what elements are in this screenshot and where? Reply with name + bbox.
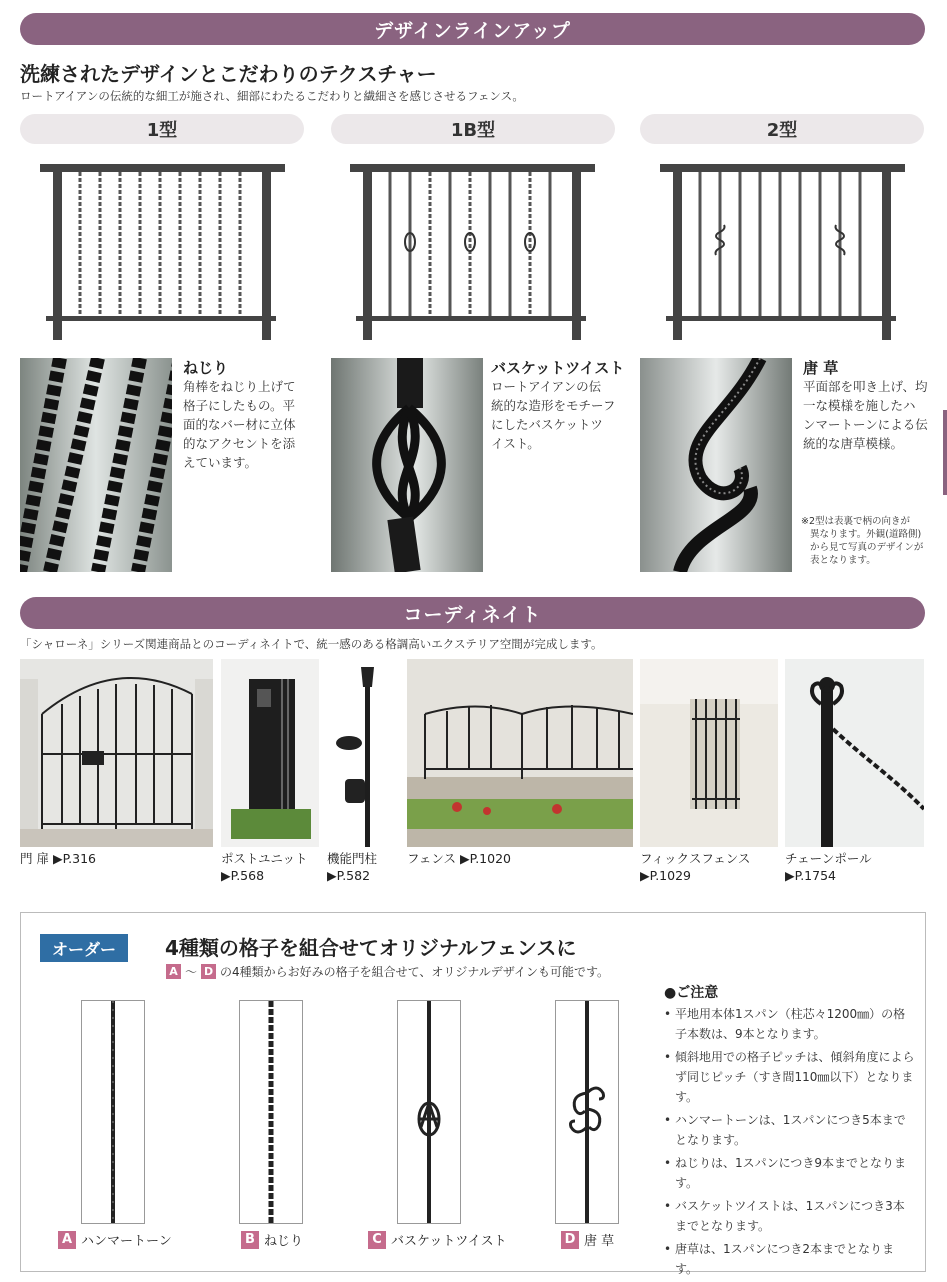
caution-item: • バスケットツイストは、1スパンにつき3本までとなります。: [664, 1196, 916, 1236]
caution-item: • ねじりは、1スパンにつき9本までとなります。: [664, 1153, 916, 1193]
letter-d-badge: D: [201, 964, 216, 979]
feature-nejiri-desc: 角棒をねじり上げて 格子にしたもの。平 面的なバー材に立体 的なアクセントを添 えています。: [183, 379, 296, 470]
bar-karakusa: [555, 1000, 619, 1224]
type-1-label: 1型: [20, 114, 304, 144]
bar-a-label: A ハンマートーン: [58, 1230, 172, 1249]
caution-title: ●ご注意: [664, 985, 719, 1001]
gate-photo: [20, 659, 213, 847]
caution-list: [664, 1004, 916, 1282]
caution-item: • ハンマートーンは、1スパンにつき5本までとなります。: [664, 1110, 916, 1150]
lineup-banner: デザインラインアップ: [20, 13, 925, 45]
feature-karakusa-title: 唐 草: [803, 359, 839, 377]
lineup-heading: 洗練されたデザインとこだわりのテクスチャー: [20, 62, 437, 86]
coordinate-banner: コーディネイト: [20, 597, 925, 629]
post-unit-photo: [221, 659, 319, 847]
coord-chainpole-caption: チェーンポール ▶P.1754: [785, 851, 872, 883]
caution-item: • 唐草は、1スパンにつき2本までとなります。: [664, 1239, 916, 1279]
feature-nejiri-title: ねじり: [183, 359, 229, 377]
type-1b-label: 1B型: [331, 114, 615, 144]
coord-fence-caption: フェンス ▶P.1020: [407, 851, 511, 866]
feature-basket-desc: ロートアイアンの伝 統的な造形をモチーフ にしたバスケットツ イスト。: [491, 379, 616, 451]
fence-type-1b-drawing: [350, 158, 595, 343]
bar-c-label: C バスケットツイスト: [368, 1230, 507, 1249]
order-title: 4種類の格子を組合せてオリジナルフェンスに: [165, 936, 577, 960]
bar-hammertone: [81, 1000, 145, 1224]
order-subtitle: A ～ D の4種類からお好みの格子を組合せて、オリジナルデザインも可能です。: [166, 963, 609, 980]
bar-d-label: D 唐 草: [561, 1230, 614, 1249]
fence-type-2-drawing: [660, 158, 905, 343]
function-pillar-photo: [327, 659, 399, 847]
fence-type-1-drawing: [40, 158, 285, 343]
page-edge-marker: [943, 410, 947, 495]
type2-orientation-note: ※2型は表裏で柄の向きが 異なります。外観(道路側) から見て写真のデザインが 表となります。: [801, 516, 924, 566]
chain-pole-photo: [785, 659, 924, 847]
feature-karakusa-desc: 平面部を叩き上げ、均 一な模様を施したハ ンマートーンによる伝 統的な唐草模様。: [803, 379, 928, 451]
bar-basket-twist: [397, 1000, 461, 1224]
coord-post-caption: ポストユニット ▶P.568: [221, 851, 308, 883]
order-tag: オーダー: [40, 934, 128, 962]
lineup-lead: ロートアイアンの伝統的な細工が施され、細部にわたるこだわりと繊細さを感じさせるフェンス。: [20, 89, 524, 103]
fence-photo: [407, 659, 633, 847]
coordinate-lead: 「シャローネ」シリーズ関連商品とのコーディネイトで、統一感のある格調高いエクステリア空間が完成します。: [20, 637, 603, 651]
coord-gate-caption: 門 扉 ▶P.316: [20, 851, 97, 866]
type-2-label: 2型: [640, 114, 924, 144]
nejiri-photo: [20, 358, 172, 572]
fix-fence-photo: [640, 659, 778, 847]
coord-fixfence-caption: フィックスフェンス ▶P.1029: [640, 851, 751, 883]
karakusa-photo: [640, 358, 792, 572]
caution-item: • 平地用本体1スパン（柱芯々1200㎜）の格子本数は、9本となります。: [664, 1004, 916, 1044]
coord-pillar-caption: 機能門柱 ▶P.582: [327, 851, 378, 883]
feature-basket-title: バスケットツイスト: [491, 359, 625, 377]
bar-nejiri: [239, 1000, 303, 1224]
bar-b-label: B ねじり: [241, 1230, 303, 1249]
basket-twist-photo: [331, 358, 483, 572]
caution-item: • 傾斜地用での格子ピッチは、傾斜角度によらず同じピッチ（すき間110㎜以下）となります。: [664, 1047, 916, 1107]
letter-a-badge: A: [166, 964, 181, 979]
